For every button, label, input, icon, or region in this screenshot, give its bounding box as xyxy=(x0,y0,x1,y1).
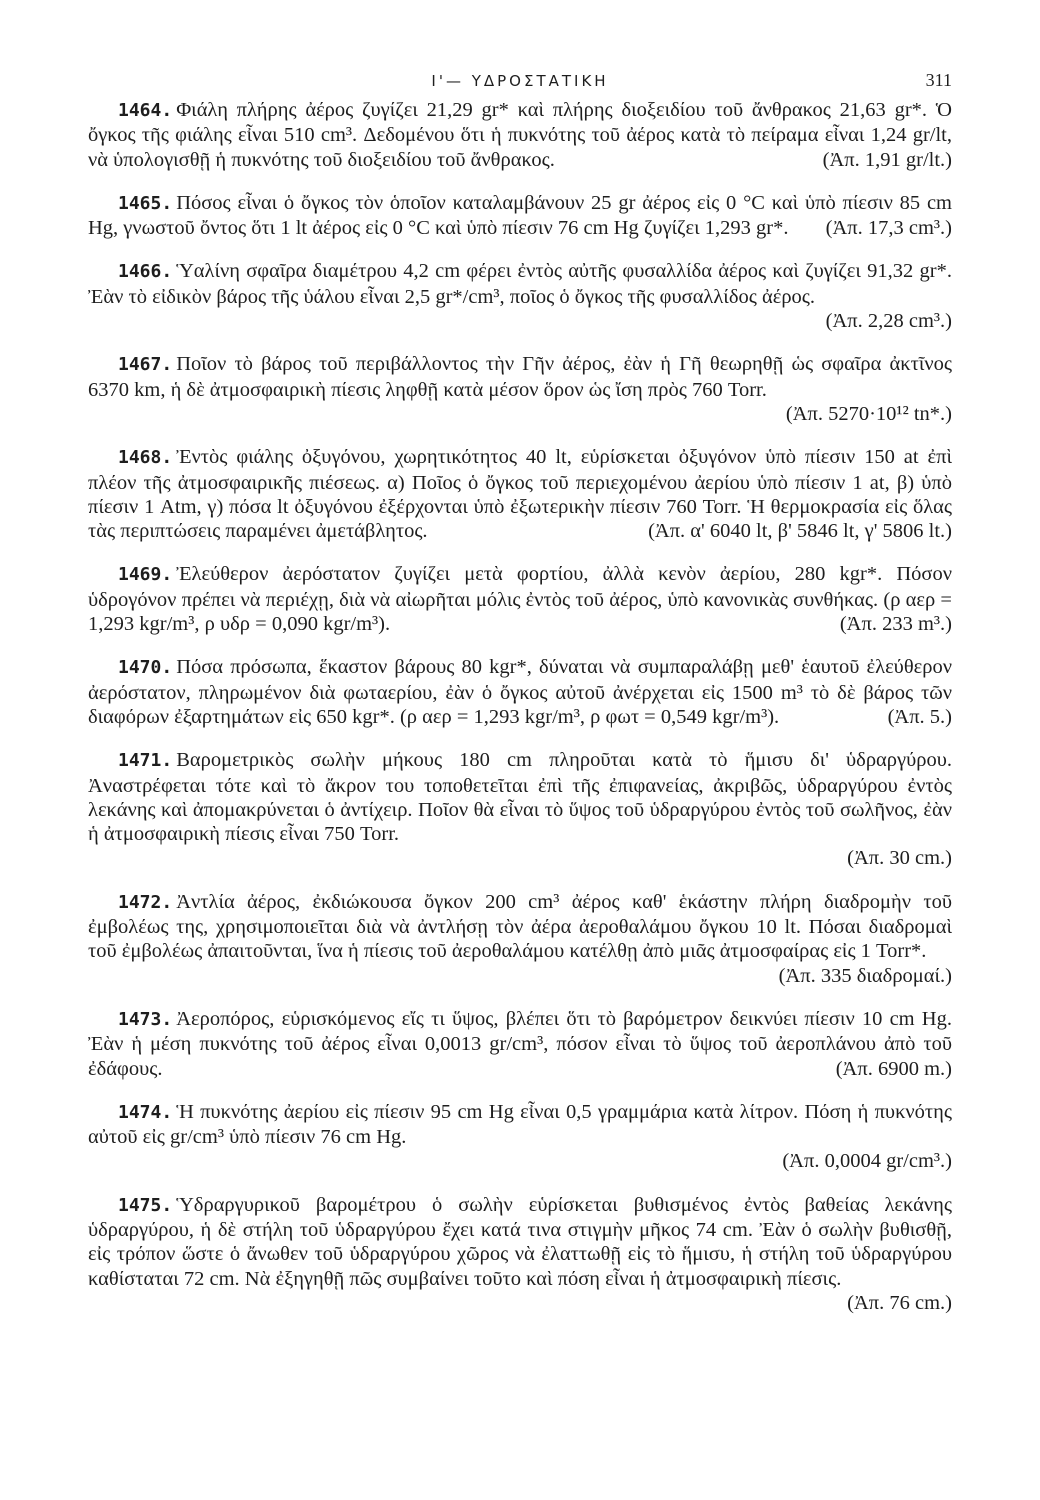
problem-text: Ὑαλίνη σφαῖρα διαμέτρου 4,2 cm φέρει ἐντὸς αὐτῆς φυσαλλίδα ἀέρος καὶ ζυγίζει 91,32 gr*. Ἐὰν τὸ εἰδικὸν βάρος τῆς ὑάλου εἶναι 2,5 gr*/cm³, ποῖος ὁ ὄγκος τῆς φυσαλλίδος ἀέρος. xyxy=(88,260,952,308)
problem-1467 xyxy=(88,352,952,426)
problem-answer: (Ἀπ. α' 6040 lt, β' 5846 lt, γ' 5806 lt.) xyxy=(648,520,952,543)
problem-1471 xyxy=(88,748,952,870)
problem-text: Ἀεροπόρος, εὑρισκόμενος εἴς τι ὕψος, βλέπει ὅτι τὸ βαρόμετρον δεικνύει πίεσιν 10 cm Hg. Ἐὰν ἡ μέση πυκνότης τοῦ ἀέρος εἶναι 0,0013 gr/cm³, πόσον εἶναι τὸ ὕψος τοῦ ἀεροπλάνου ἀπὸ τοῦ ἐδάφους. xyxy=(88,1007,952,1080)
problem-answer: (Ἀπ. 30 cm.) xyxy=(847,847,952,870)
problem-number: 1465. xyxy=(118,192,173,214)
problem-1465 xyxy=(88,191,952,241)
problem-answer: (Ἀπ. 76 cm.) xyxy=(847,1291,952,1314)
problem-text: Ἡ πυκνότης ἀερίου εἰς πίεσιν 95 cm Hg εἶναι 0,5 γραμμάρια κατὰ λίτρον. Πόση ἡ πυκνότης αὐτοῦ εἰς gr/cm³ ὑπὸ πίεσιν 76 cm Hg. xyxy=(88,1100,952,1149)
problem-1468 xyxy=(88,445,952,543)
problem-answer: (Ἀπ. 17,3 cm³.) xyxy=(825,217,952,240)
problem-text: Ἐντὸς φιάλης ὀξυγόνου, χωρητικότητος 40 lt, εὑρίσκεται ὀξυγόνον ὑπὸ πίεσιν 150 at ἐπὶ πλέον τῆς ἀτμοσφαιρικῆς πιέσεως. α) Ποῖος ὁ ὄγκος τοῦ περιεχομένου ἀερίου ὑπὸ πίεσιν 1 at, β) ὑπὸ πίεσιν 1 Atm, γ) πόσα lt ὀξυγόνου ἐξέρχονται ὑπὸ ἐξωτερικὴν πίεσιν 760 Torr. Ἡ θερμοκρασία εἰς ὅλας τὰς περιπτώσεις παραμένει ἀμετάβλητος. xyxy=(88,446,952,543)
problem-1475 xyxy=(88,1193,952,1315)
problem-text: Φιάλη πλήρης ἀέρος ζυγίζει 21,29 gr* καὶ πλήρης διοξειδίου τοῦ ἄνθρακος 21,63 gr*. Ὁ ὄγκος τῆς φιάλης εἶναι 510 cm³. Δεδομένου ὅτι ἡ πυκνότης τοῦ ἀέρος κατὰ τὸ πείραμα εἶναι 1,24 gr/lt, νὰ ὑπολογισθῇ ἡ πυκνότης τοῦ διοξειδίου τοῦ ἄνθρακος. xyxy=(88,99,952,171)
problem-answer: (Ἀπ. 5.) xyxy=(887,705,952,728)
problem-answer: (Ἀπ. 1,91 gr/lt.) xyxy=(822,148,952,171)
problem-number: 1471. xyxy=(118,750,173,772)
problem-1474 xyxy=(88,1100,952,1174)
problem-1472 xyxy=(88,890,952,988)
problem-text: Ὑδραργυρικοῦ βαρομέτρου ὁ σωλὴν εὑρίσκεται βυθισμένος ἐντὸς βαθείας λεκάνης ὑδραργύρου, ἡ δὲ στήλη τοῦ ὑδραργύρου ἔχει κατά τινα στιγμὴν μῆκος 74 cm. Ἐὰν ὁ σωλὴν βυθισθῇ, εἰς τρόπον ὥστε ὁ ἄνωθεν τοῦ ὑδραργύρου χῶρος νὰ ἐλαττωθῇ εἰς τὸ ἥμισυ, ἡ στήλη τοῦ ὑδραργύρου καθίσταται 72 cm. Νὰ ἐξηγηθῇ πῶς συμβαίνει τοῦτο καὶ πόση εἶναι ἡ ἀτμοσφαιρικὴ πίεσις. xyxy=(88,1193,952,1290)
problem-number: 1473. xyxy=(118,1008,173,1030)
problem-answer: (Ἀπ. 335 διαδρομαί.) xyxy=(778,964,952,987)
problem-list xyxy=(88,98,952,1334)
problem-text: Ἐλεύθερον ἀερόστατον ζυγίζει μετὰ φορτίου, ἀλλὰ κενὸν ἀερίου, 280 kgr*. Πόσον ὑδρογόνον πρέπει νὰ περιέχῃ, διὰ νὰ αἰωρῆται μόλις ἐντὸς τοῦ ἀέρος, ὑπὸ κανονικὰς συνθήκας. (ρ αερ = 1,293 kgr/m³, ρ υδρ = 0,090 kgr/m³). xyxy=(88,563,952,636)
running-title: Ι'— ΥΔΡΟΣΤΑΤΙΚΗ xyxy=(431,72,609,90)
problem-1464 xyxy=(88,98,952,172)
problem-number: 1466. xyxy=(118,261,173,283)
problem-number: 1464. xyxy=(118,100,173,121)
problem-answer: (Ἀπ. 233 m³.) xyxy=(839,613,952,636)
problem-answer: (Ἀπ. 2,28 cm³.) xyxy=(825,310,952,333)
problem-answer: (Ἀπ. 5270·10¹² tn*.) xyxy=(785,402,952,425)
page-header xyxy=(88,70,952,94)
problem-number: 1474. xyxy=(118,1101,173,1123)
problem-number: 1469. xyxy=(118,564,173,586)
problem-1473 xyxy=(88,1007,952,1081)
problem-answer: (Ἀπ. 0,0004 gr/cm³.) xyxy=(782,1150,952,1173)
problem-number: 1472. xyxy=(118,891,173,913)
problem-number: 1470. xyxy=(118,657,173,679)
problem-text: Βαρομετρικὸς σωλὴν μήκους 180 cm πληροῦται κατὰ τὸ ἥμισυ δι' ὑδραργύρου. Ἀναστρέφεται τότε καὶ τὸ ἄκρον του τοποθετεῖται ἐπὶ τῆς ἐπιφανείας, ἀκριβῶς, ὑδραργύρου ἐντὸς λεκάνης καὶ ἀπομακρύνεται ὁ ἀντίχειρ. Ποῖον θὰ εἶναι τὸ ὕψος τοῦ ὑδραργύρου ἐντὸς τοῦ σωλῆνος, ἐὰν ἡ ἀτμοσφαιρικὴ πίεσις εἶναι 750 Torr. xyxy=(88,749,952,846)
problem-number: 1468. xyxy=(118,447,173,469)
problem-number: 1475. xyxy=(118,1194,173,1216)
problem-number: 1467. xyxy=(118,354,173,376)
problem-text: Πόσα πρόσωπα, ἕκαστον βάρους 80 kgr*, δύναται νὰ συμπαραλάβῃ μεθ' ἑαυτοῦ ἐλεύθερον ἀερόστατον, πληρωμένον διὰ φωταερίου, ἐὰν ὁ ὄγκος αὐτοῦ ἀνέρχεται εἰς 1500 m³ τὸ δὲ βάρος τῶν διαφόρων ἐξαρτημάτων εἰς 650 kgr*. (ρ αερ = 1,293 kgr/m³, ρ φωτ = 0,549 kgr/m³). xyxy=(88,656,952,728)
problem-answer: (Ἀπ. 6900 m.) xyxy=(835,1057,952,1080)
problem-1470 xyxy=(88,655,952,729)
page-number: 311 xyxy=(925,70,952,90)
problem-text: Πόσος εἶναι ὁ ὄγκος τὸν ὁποῖον καταλαμβάνουν 25 gr ἀέρος εἰς 0 °C καὶ ὑπὸ πίεσιν 85 cm Hg, γνωστοῦ ὄντος ὅτι 1 lt ἀέρος εἰς 0 °C καὶ ὑπὸ πίεσιν 76 cm Hg ζυγίζει 1,293 gr*. xyxy=(88,191,952,240)
problem-text: Ἀντλία ἀέρος, ἐκδιώκουσα ὄγκον 200 cm³ ἀέρος καθ' ἑκάστην πλήρη διαδρομὴν τοῦ ἐμβολέως της, χρησιμοποιεῖται διὰ νὰ ἀντλήσῃ τὸν ἀέρα ἀεροθαλάμου ὄγκου 10 lt. Πόσαι διαδρομαὶ τοῦ ἐμβολέως ἀπαιτοῦνται, ἵνα ἡ πίεσις τοῦ ἀεροθαλάμου κατέλθῃ ἀπὸ μιᾶς ἀτμοσφαίρας εἰς 1 Torr*. xyxy=(88,890,952,963)
problem-text: Ποῖον τὸ βάρος τοῦ περιβάλλοντος τὴν Γῆν ἀέρος, ἐὰν ἡ Γῆ θεωρηθῇ ὡς σφαῖρα ἀκτῖνος 6370 km, ἡ δὲ ἀτμοσφαιρικὴ πίεσις ληφθῇ κατὰ μέσον ὅρον ὡς ἴση πρὸς 760 Torr. xyxy=(88,353,952,401)
problem-1466 xyxy=(88,259,952,333)
problem-1469 xyxy=(88,562,952,636)
